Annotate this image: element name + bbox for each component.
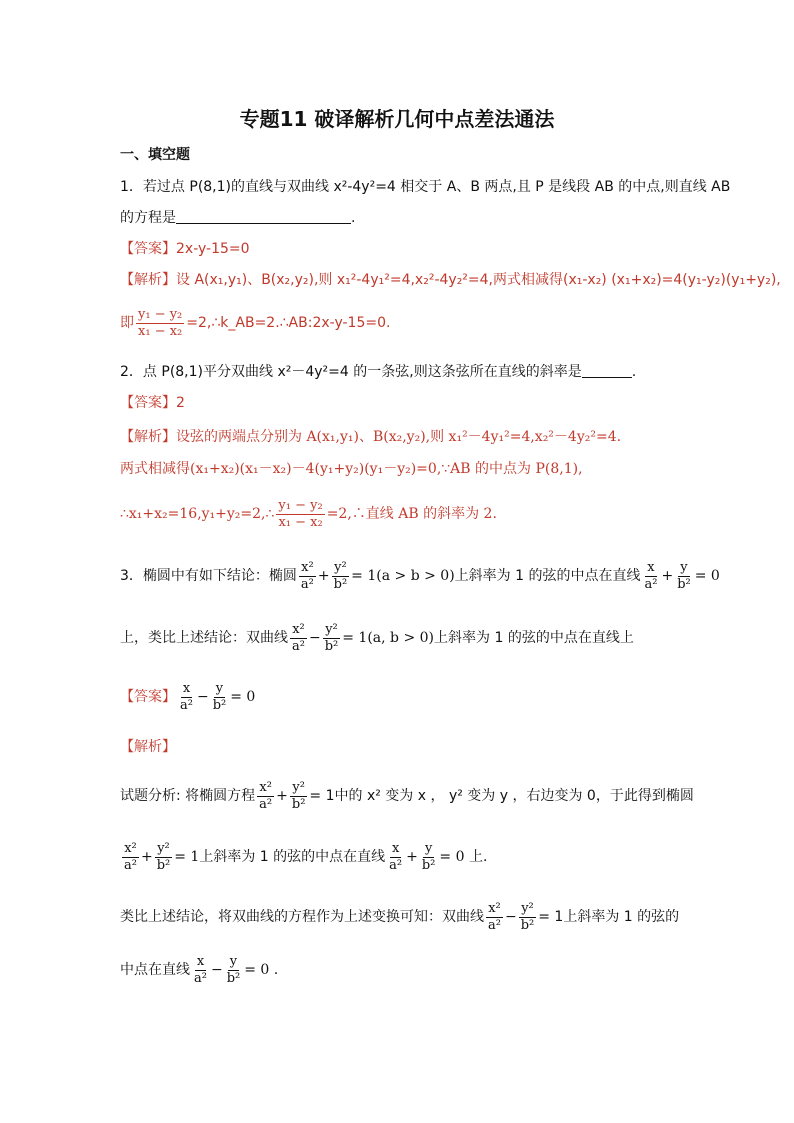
math-term: b² xyxy=(677,576,691,592)
math-term: a² xyxy=(259,796,273,812)
math-term: b² xyxy=(520,917,535,933)
math-term: b² xyxy=(156,857,171,873)
math-fraction xyxy=(642,560,659,593)
math-fraction xyxy=(122,841,139,874)
math-fraction xyxy=(290,780,308,813)
math-fraction xyxy=(519,901,537,934)
math-term: b² xyxy=(212,697,227,713)
math-term: = 1(a > b > 0) xyxy=(351,568,455,584)
math-term: y xyxy=(229,953,238,969)
math-term: + xyxy=(140,849,153,865)
math-term: x² xyxy=(301,559,314,575)
math-term: y xyxy=(215,680,224,696)
math-fraction xyxy=(420,841,438,874)
math-fraction xyxy=(387,841,404,874)
math-term: x xyxy=(182,680,191,696)
q1-slope-fraction xyxy=(136,307,184,340)
q1-line1 xyxy=(120,177,730,197)
q1-line2: 的方程是 . xyxy=(120,210,356,226)
math-fraction xyxy=(192,954,209,987)
math-term: + xyxy=(317,568,330,584)
math-term: y xyxy=(424,840,433,856)
math-fraction xyxy=(299,560,316,593)
math-term: a² xyxy=(389,857,403,873)
math-term: b² xyxy=(291,796,306,812)
math-term: + xyxy=(406,849,418,865)
math-term: y² xyxy=(521,900,534,916)
section-heading: 一、填空题 xyxy=(120,147,190,163)
math-term: x xyxy=(196,953,205,969)
math-term: x² xyxy=(259,779,272,795)
math-term: x₁ − x₂ xyxy=(138,323,183,339)
math-term: b² xyxy=(226,970,241,986)
q2-number: 2． xyxy=(120,364,143,380)
math-term: a² xyxy=(180,697,193,713)
q3-analysis-line4: 中点在直线 $\frac{x}{\text{a²}}$ − $\frac{y}{\text{b²}}$ = 0 . xyxy=(120,953,279,986)
q1-analysis-line2: 即 $\frac{\text{y₁ − y₂}}{\text{x₁ − x₂}}$ =2,∴k_AB=2.∴AB:2x-y-15=0. xyxy=(120,306,391,339)
math-term: a² xyxy=(300,576,314,592)
math-term: = 0 xyxy=(230,689,256,705)
math-fraction xyxy=(323,622,341,655)
math-term: x² xyxy=(292,621,305,637)
q1-text: 若过点 P(8,1)的直线与双曲线 x²-4y²=4 相交于 A、B 两点,且 P 是线段 AB 的中点,则直线 AB xyxy=(142,179,731,195)
q2-analysis-line1: 【解析】设弦的两端点分别为 A(x₁,y₁)、B(x₂,y₂),则 x₁²－4y₁²=4,x₂²－4y₂²=4. xyxy=(120,429,622,445)
q2-answer-blank[interactable] xyxy=(582,363,632,378)
q3-analysis-line1: 试题分析: 将椭圆方程 $\frac{\text{x²}}{\text{a²}}$ + $\frac{\text{y²}}{\text{b²}}$ = 1中的 x² 变为 x ， y² 变为 y ，右边变为 0，于此得到椭圆 xyxy=(120,779,694,812)
math-term: − xyxy=(210,962,223,978)
q3-analysis-line3: 类比上述结论，将双曲线的方程作为上述变换可知：双曲线 $\frac{\text{x²}}{\text{a²}}$ − $\frac{\text{y²}}{\text{b²}}$ = 1上斜率为 1 的弦的 xyxy=(120,900,680,933)
math-term: y² xyxy=(292,779,305,795)
math-term: b² xyxy=(421,857,436,873)
math-term: y₁ − y₂ xyxy=(138,306,183,322)
math-term: y² xyxy=(325,621,338,637)
math-term: x xyxy=(391,840,400,856)
q2-slope-fraction xyxy=(276,498,324,531)
math-term: x² xyxy=(124,840,137,856)
math-term: y xyxy=(680,559,688,575)
q2-analysis-line2: 两式相减得(x₁+x₂)(x₁－x₂)－4(y₁+y₂)(y₁－y₂)=0,∵AB 的中点为 P(8,1), xyxy=(120,461,583,477)
math-term: a² xyxy=(194,970,207,986)
math-term: = 0 上. xyxy=(439,849,488,865)
math-term: a² xyxy=(292,638,305,654)
math-term: = 1 xyxy=(174,849,200,865)
math-term: − xyxy=(308,630,321,646)
math-term: − xyxy=(196,689,209,705)
math-fraction xyxy=(290,622,307,655)
math-fraction xyxy=(486,901,503,934)
q3-line2: 上，类比上述结论：双曲线 $\frac{\text{x²}}{\text{a²}}$ − $\frac{\text{y²}}{\text{b²}}$ = 1(a, b > 0) 上斜率为 1 的弦的中点在直线上 xyxy=(120,621,634,654)
answer-label: 【答案】 xyxy=(120,241,176,257)
math-fraction xyxy=(211,681,229,714)
math-term: + xyxy=(276,788,288,804)
math-term: x xyxy=(647,559,655,575)
math-term: y₁ − y₂ xyxy=(278,497,323,513)
page-title: 专题11 破译解析几何中点差法通法 xyxy=(239,107,555,131)
math-fraction xyxy=(155,841,173,874)
q3-answer: 【答案】 $\frac{x}{\text{a²}}$ − $\frac{y}{\text{b²}}$ = 0 xyxy=(120,680,256,713)
math-fraction xyxy=(257,780,274,813)
q2-answer-value: 2 xyxy=(176,395,185,411)
q1-text-2: 的方程是 xyxy=(120,210,176,226)
math-term: b² xyxy=(333,576,348,592)
analysis-label: 【解析】 xyxy=(120,272,176,288)
math-fraction xyxy=(178,681,195,714)
q2-answer: 【答案】2 xyxy=(120,395,185,411)
q3-line1: 3． 椭圆中有如下结论：椭圆 $\frac{\text{x²}}{\text{a²}}$ + $\frac{\text{y²}}{\text{b²}}$ = 1(a > b > 0) 上斜率为 1 的弦的中点在直线 $\frac{x}{\text{a²}}$ + $\frac{y}{\text{b²}}$ = 0 xyxy=(120,559,720,592)
math-fraction xyxy=(332,560,350,593)
math-term: y² xyxy=(334,559,347,575)
q3-analysis-label: 【解析】 xyxy=(120,739,176,755)
math-term: + xyxy=(661,568,674,584)
math-term: b² xyxy=(324,638,339,654)
math-term: x₁ − x₂ xyxy=(278,514,323,530)
q1-answer xyxy=(120,239,250,259)
math-term: − xyxy=(504,909,517,925)
math-term: = 0 xyxy=(694,568,720,584)
q1-number: 1． xyxy=(120,179,143,195)
q2-analysis-line3: ∴x₁+x₂=16,y₁+y₂=2,∴ $\frac{\text{y₁ − y₂}}{\text{x₁ − x₂}}$ =2,∴直线 AB 的斜率为 2. xyxy=(120,497,497,530)
math-term: = 0 . xyxy=(244,962,279,978)
math-fraction xyxy=(225,954,243,987)
math-term: x² xyxy=(488,900,501,916)
math-term: a² xyxy=(124,857,137,873)
math-term: = 1(a, b > 0) xyxy=(342,630,435,646)
q1-answer-value: 2x-y-15=0 xyxy=(176,241,250,257)
math-fraction xyxy=(675,560,693,593)
math-term: a² xyxy=(644,576,658,592)
q1-analysis-line1: 【解析】设 A(x₁,y₁)、B(x₂,y₂),则 x₁²-4y₁²=4,x₂²-4y₂²=4,两式相减得(x₁-x₂) (x₁+x₂)=4(y₁-y₂)(y₁+y₂), xyxy=(120,272,781,288)
math-term: a² xyxy=(488,917,501,933)
q1-answer-blank[interactable] xyxy=(176,209,351,224)
q2-line1: 2．点 P(8,1)平分双曲线 x²－4y²=4 的一条弦,则这条弦所在直线的斜率是 . xyxy=(120,364,637,380)
math-term: y² xyxy=(157,840,170,856)
q3-analysis-line2: $\frac{\text{x²}}{\text{a²}}$ + $\frac{\text{y²}}{\text{b²}}$ = 1 上斜率为 1 的弦的中点在直线 $\frac{x}{\text{a²}}$ + $\frac{y}{\text{b²}}$ = 0 上. xyxy=(124,840,488,873)
